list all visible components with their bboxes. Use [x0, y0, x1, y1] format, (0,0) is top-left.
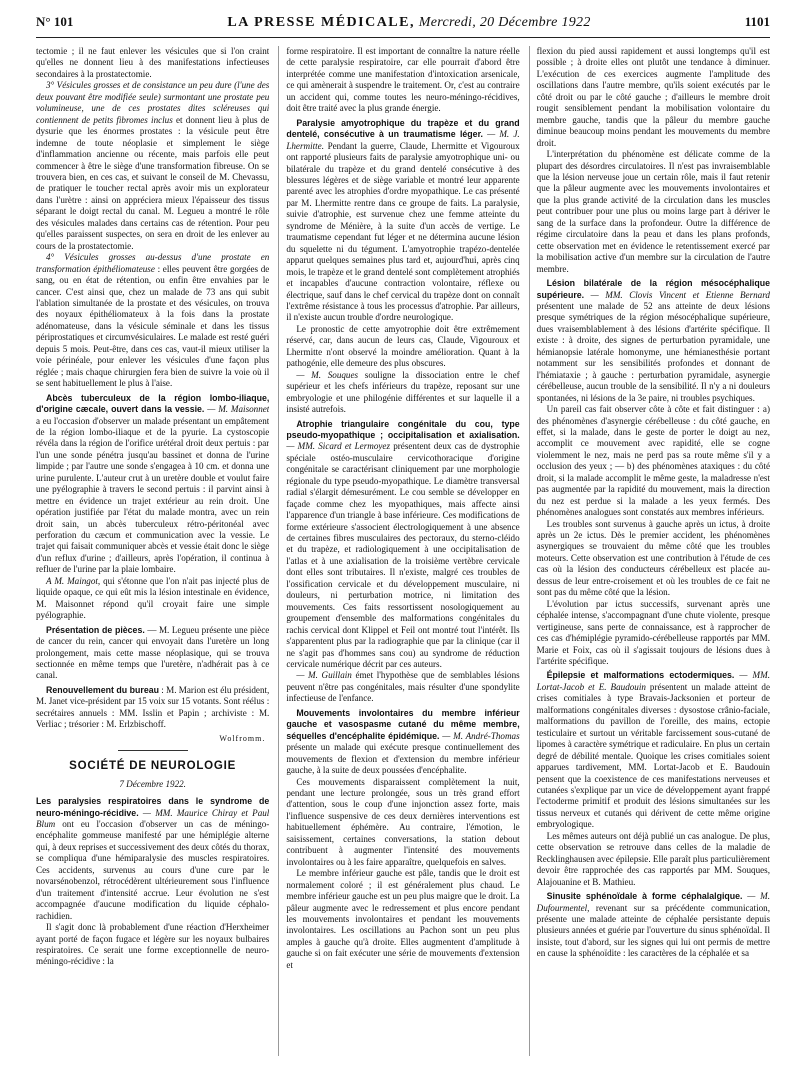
author-name: A M. Maingot,	[46, 575, 101, 586]
paragraph: Ces mouvements disparaissent complètement la nuit, pendant une lecture prolongée, sous un très grand effort d'attention, sous le coup d'une injonction assez forte, mais l'influence suspensive de ces deux dernières interventions est habituellement éphémère. Au contraire, l'émotion, le saisissement, certaines conversations, la station debout contribuent à augmenter l'intensité des mouvements involontaires ou à les faire apparaître, quelquefois en salves.	[286, 776, 520, 867]
paragraph-lead: 3° Vésicules grosses et de consistance un peu dure (l'une des deux pouvant être modifiée seule) surmontant une prostate peu volumineuse, une de ces prostates dites scléreuses qui contiennent de petits fibromes inclus	[36, 80, 270, 125]
issue-date: Mercredi, 20 Décembre 1922	[418, 15, 591, 30]
section-heading: Épilepsie et malformations ectodermiques.	[546, 670, 735, 681]
page-number: 1101	[744, 14, 770, 29]
paragraph: 4° Vésicules grosses au-dessus d'une prostate en transformation épithéliomateuse : elles peuvent être gorgées de sang, ou en état de rétention, ou enfin être envahies par le cancer. C'est ainsi que, chez un malade de 73 ans qui subit l'ablation simultanée de la prostate et des vésicules, on trouva des noyaux épithéliomateux à la fois dans la prostate adénomateuse, dans la vésicule séminale et dans les tissus périprostatiques et circumvésiculaires. Le malade est resté guéri depuis 5 mois. Peut-être, dans ces cas, vaut-il mieux utiliser la voie périnéale, pour enlever les vésicules d'une façon plus réglée ; mais chaque chirurgien fera bien de suivre la voie où il se sent habituellement le plus à l'aise.	[36, 252, 270, 389]
section-heading: Renouvellement du bureau	[46, 684, 159, 695]
paragraph: Sinusite sphénoïdale à forme céphalalgique. — M. Dufourmentel, revenant sur sa précédente communication, présente une malade atteinte de céphalée persistante depuis plusieurs années et guérie par l'ouverture du sinus sphénoïdal. Il insiste, tout d'abord, sur les signes qui lui ont permis de mettre en cause la sphénoïdite : les caractères de la céphalée et sa	[536, 891, 770, 959]
issue-number: N° 101	[36, 14, 74, 29]
paragraph: L'interprétation du phénomène est délicate comme de la plupart des désordres circulatoires. Il n'est pas invraisemblable que la lésion nerveuse joue un certain rôle, mais il faut retenir que la pâleur augmente avec les mouvements involontaires et que la plus grande activité de la circulation dans les muscles peut contribuer pour une plus ou moins large part à dériver le sang de la surface dans la profondeur. Outre la différence de régime circulatoire dans la peau et dans les plans profonds, cette observation met en évidence le retentissement exercé par la mobilisation active d'un membre sur la circulation de l'autre membre.	[536, 149, 770, 274]
paragraph: Mouvements involontaires du membre inférieur gauche et vasospasme cutané du même membre, séquelles d'encéphalite épidémique. — M. André-Thomas présente un malade qui exécute presque continuellement des mouvements de flexion et d'extension du membre inférieur gauche, à la suite de deux poussées d'encéphalite.	[286, 707, 520, 776]
paragraph: Le membre inférieur gauche est pâle, tandis que le droit est normalement coloré ; il est généralement plus chaud. Le membre inférieur gauche est un peu plus maigre que le droit. La pâleur augmente avec le redressement et plus encore pendant les mouvements involontaires et pendant les mouvements involontaires. Les oscillations au Pachon sont un peu plus amples à gauche qu'à droite. Elles augmentent d'amplitude à gauche si on fait exécuter une série de mouvements d'extension et	[286, 868, 520, 970]
paragraph: Abcès tuberculeux de la région lombo-iliaque, d'origine cæcale, ouvert dans la vessie. — M. Maisonnet a eu l'occasion d'observer un malade présentant un empâtement de la région lombo-iliaque et de la pyurie. La cystoscopie révéla dans la région de l'orifice urétéral droit deux pertuis : par l'un une sonde pénétra jusqu'au bassinet et donna de l'urine limpide ; par l'autre une sonde s'engagea à 10 cm. et donna une urine purulente. L'auteur crut à un uretère double et voulut faire une pyélographie à travers le second pertuis : il parvint ainsi à mettre en évidence un trajet extérieur au rein droit. Une opération justifiée par l'état du malade montra, avec un rein droit sain, un abcès tuberculeux rétro-péritonéal avec perforation du cæcum et communication avec la vessie. Le trajet qui faisait communiquer abcès et vessie était donc le siège d'un reflux d'urine ; d'ailleurs, après l'opération, il continua à refluer de l'urine par la plaie lombaire.	[36, 392, 270, 575]
paragraph: — M. Souques souligne la dissociation entre le chef supérieur et les chefs inférieurs du trapèze, reposant sur une embryologie et une philogénie différentes et sur laquelle il a insisté autrefois.	[286, 369, 520, 415]
paragraph-lead: 4° Vésicules grosses au-dessus d'une prostate en transformation épithéliomateuse	[36, 252, 270, 274]
masthead	[227, 15, 590, 31]
paragraph: 3° Vésicules grosses et de consistance un peu dure (l'une des deux pouvant être modifiée seule) surmontant une prostate peu volumineuse, une de ces prostates dites scléreuses qui contiennent de petits fibromes inclus et donnent lieu à plus de dysurie que les énormes prostates : la vésicule peut être indemne de toute néoplasie et simplement le siège d'inflammation ancienne ou récente, mais parfois elle peut commencer à être le siège d'une transformation fibreuse. On se trouvera bien, en ces cas, et suivant le conseil de M. Chevassu, de pratiquer le toucher rectal après avoir mis un explorateur dans l'urètre : ainsi on appréciera mieux l'épaisseur des tissus séparant le doigt rectal du canal. M. Legueu a montré le rôle des vésicules malades dans certains cas de rétention. Pour peu qu'elles paraissent suspectes, on sera en droit de les enlever au cours de la prostatectomie.	[36, 80, 270, 251]
signature: Wolfromm.	[219, 733, 266, 743]
society-date: 7 Décembre 1922.	[119, 778, 186, 789]
paragraph: L'évolution par ictus successifs, survenant après une céphalée intense, s'accompagnant d'une chute violente, presque vertigineuse, sans perte de connaissance, est à rapprocher de ces cas d'hémiplégie pyramido-cérébelleuse rapportés par MM. Marie et Foix, cas où il s'agissait toujours de lésions dues à l'artérite spécifique.	[536, 598, 770, 667]
paragraph: flexion du pied aussi rapidement et aussi longtemps qu'il est possible ; à droite elles ont plutôt une tendance à diminuer. L'exécution de ces exercices augmente l'amplitude des oscillations dans l'autre membre, qu'ils soient exécutés par le côté droit ou par le côté gauche ; d'ailleurs le membre droit rougit sensiblement pendant la mobilisation volontaire du membre gauche, tandis que la pâleur du membre gauche diminue beaucoup moins pendant les mouvements du membre droit.	[536, 46, 770, 148]
paragraph: Les paralysies respiratoires dans le syndrome de neuro-méningo-récidive. — MM. Maurice Chiray et Paul Blum ont eu l'occasion d'observer un cas de méningo-encéphalite gommeuse manifesté par une hémiplégie alterne qui, à deux reprises et successivement des deux côtés du thorax, se compliqua d'une hémiparalysie des muscles respiratoires. Ces accidents, survenus au cours d'une cure par le novarsénobenzol, rétrocédèrent ultérieurement sous l'influence d'un traitement d'intensité accrue. Leur évolution ne s'est accompagnée d'aucune modification du liquide céphalo-rachidien.	[36, 796, 270, 921]
section-heading: Sinusite sphénoïdale à forme céphalalgique.	[546, 891, 743, 902]
paragraph: Les troubles sont survenus à gauche après un ictus, à droite après un 2e ictus. Dès le premier accident, les phénomènes asynergiques se trouvaient du même côté que les troubles moteurs. Cette observation est une contribution à l'étude de ces cas où la lésion des conducteurs cérébelleux est placée au-dessus de leur entre-croisement et où les troubles de ce fait ne sont pas du même côté que la lésion.	[536, 518, 770, 598]
paragraph: Épilepsie et malformations ectodermiques. — MM. Lortat-Jacob et E. Baudouin présentent un malade atteint de crises comitiales à type Bravais-Jacksonien et porteur de malformations congénitales diverses : dysostose crânio-faciale, malformations du pavillon de l'oreille, des mains, ectopie testiculaire et surtout un véritable farcissement sous-cutané de lipomes à caractère symétrique et radiculaire. En plus un certain degré de débilité mentale. Quoique les crises comitiales soient apparues tardivement, MM. Lortat-Jacob et E. Baudouin pensent que la coexistence de ces manifestations nerveuses et cutanées s'explique par un vice de développement ayant frappé l'ectoderme primitif et produit des lésions simultanées sur les tissus nerveux et cutanés qui dérivent de cette même origine embryologique.	[536, 670, 770, 830]
author-name: — MM. Maurice Chiray et Paul Blum	[36, 807, 270, 829]
column-3	[529, 46, 770, 1056]
section-heading: Abcès tuberculeux de la région lombo-iliaque, d'origine cæcale, ouvert dans la vessie.	[36, 392, 270, 415]
section-heading: Atrophie triangulaire congénitale du cou, type pseudo-myopathique ; occipitalisation et axialisation.	[286, 418, 520, 440]
paragraph: forme respiratoire. Il est important de connaître la nature réelle de cette paralysie respiratoire, car elle pourrait d'abord être interprétée comme une manifestation d'intoxication arsenicale, ce qui amènerait à suspendre le traitement. Or, c'est au contraire un accident qui, comme toutes les neuro-méningo-récidives, doit être traité avec la plus grande énergie.	[286, 46, 520, 114]
society-title: SOCIÉTÉ DE NEUROLOGIE	[69, 760, 237, 773]
section-heading: Présentation de pièces.	[46, 624, 145, 635]
journal-title: LA PRESSE MÉDICALE,	[227, 15, 415, 30]
author-name: — M. André-Thomas	[439, 730, 520, 741]
author-name: — M. Guillain	[296, 670, 352, 681]
paragraph: Atrophie triangulaire congénitale du cou, type pseudo-myopathique ; occipitalisation et axialisation. — MM. Sicard et Lermoyez présentent deux cas de dystrophie spéciale ostéo-musculaire cervicothoracique d'origine congénitale se caractérisant cliniquement par une morphologie régionale du type pseudo-myopathique. Le diamètre transversal radial s'élargit démesurément. Le cou semble se développer en façade comme chez les myopathiques, mais affecte ainsi l'apparence d'un triangle à base inférieure. Ces modifications de forme extérieure s'associent électrologiquement à une absence de certaines fibres musculaires des pectoraux, du sterno-cléido et du trapèze, et radiologiquement à une occipitalisation de l'atlas et à une axialisation de la troisième vertèbre cervicale dont elles sont tributaires. Il n'existe, malgré ces troubles de l'ossification cervicale et du développement musculaire, ni douleurs, ni perturbation motrice, ni limitation des mouvements. Ces faits ressortissent nosologiquement au groupement d'ensemble des malformations congénitales du rachis cervical dont Klippel et Feil ont montré tout l'intérêt. Ils s'apparentent plus par la radiographie que par la clinique (car il ne s'agit pas d'hommes sans cou) au syndrome de réduction cervicale numérique décrit par ces auteurs.	[286, 418, 520, 670]
paragraph: Le pronostic de cette amyotrophie doit être extrêmement réservé, car, dans aucun de leurs cas, Claude, Vigouroux et Lhermitte n'ont observé la moindre amélioration. Quant à la pathogénie, elle demeure des plus obscures.	[286, 323, 520, 369]
paragraph: tectomie ; il ne faut enlever les vésicules que si l'on craint qu'elles ne donnent lieu à des manifestations infectieuses secondaires à la prostatectomie.	[36, 46, 270, 79]
section-heading: Mouvements involontaires du membre inférieur gauche et vasospasme cutané du même membre, séquelles d'encéphalite épidémique.	[286, 707, 520, 741]
author-name: — M. Souques	[296, 369, 359, 380]
paragraph: Renouvellement du bureau : M. Marion est élu président, M. Janet vice-président par 15 voix sur 15 votants. Sont réélus : secrétaires annuels : MM. Isslin et Papin ; archiviste : M. Verliac ; trésorier : M. Erlzbischoff.	[36, 684, 270, 730]
author-name: — MM. Lortat-Jacob et E. Baudouin	[536, 670, 770, 692]
column-2	[278, 46, 519, 1056]
paragraph: Il s'agit donc là probablement d'une réaction d'Herxheimer ayant porté de façon fugace et légère sur les noyaux bulbaires respiratoires. Ce serait une forme exceptionnelle de neuro-méningo-récidive : la	[36, 922, 270, 967]
text-columns	[36, 46, 770, 1056]
paragraph: Présentation de pièces. — M. Legueu présente une pièce de cancer du rein, cancer qui envoyait dans l'uretère un long prolongement, mais cette masse néoplasique, qui se trouva sectionnée en même temps que l'uretère, n'adhérait pas à ce canal.	[36, 624, 270, 681]
author-name: — M. Dufourmentel,	[536, 891, 770, 913]
author-name: — MM. Sicard et Lermoyez	[286, 441, 390, 452]
author-name: — M. J. Lhermitte.	[286, 129, 520, 151]
paragraph: Un pareil cas fait observer côte à côte et fait distinguer : a) des phénomènes d'asynergie cérébelleuse : du côté gauche, en effet, si la malade, dans le geste de porter le doigt au nez, accomplit ce mouvement avec rapidité, elle se cogne violemment le nez, mais ne perd pas sa route même s'il y a occlusion des yeux ; — b) des phénomènes ataxiques : du côté droit, si la malade accomplit le même geste, la maladresse n'est pas augmentée par la rapidité du mouvement, mais la direction du nez est perdue si la malade a les yeux fermés. Des phénomènes analogues sont constatés aux membres inférieurs.	[536, 404, 770, 518]
section-heading: Les paralysies respiratoires dans le syndrome de neuro-méningo-récidive.	[36, 796, 270, 818]
divider	[118, 750, 188, 751]
author-name: — M. Maisonnet	[204, 404, 270, 415]
paragraph: — M. Guillain émet l'hypothèse que de semblables lésions peuvent n'être pas congénitales, mais résulter d'une spondylite infectieuse de l'enfance.	[286, 670, 520, 704]
column-1	[36, 46, 269, 1056]
page-header	[36, 14, 770, 38]
section-heading: Lésion bilatérale de la région mésocéphalique supérieure.	[536, 278, 770, 300]
paragraph: Paralysie amyotrophique du trapèze et du grand dentelé, consécutive à un traumatisme léger. — M. J. Lhermitte. Pendant la guerre, Claude, Lhermitte et Vigouroux ont rapporté plusieurs faits de paralysie amyotrophique uni- ou bilatérale du trapèze et du grand dentelé consécutive à des blessures légères et de siège variable et montré leur apparente parenté avec les atrophies d'ordre myopathique. Le cas présenté par M. Lhermitte rentre dans ce groupe de faits. La paralysie, suivie d'atrophie, est survenue chez une femme atteinte du syndrome de Ménière, à la suite d'un accès de vertige. Le traumatisme cependant fut léger et ne détermina aucune lésion du squelette ni du tégument. L'amyotrophie trapézo-dentelée apparut quelques semaines plus tard et, aujourd'hui, après cinq mois, le trapèze et le grand dentelé sont complètement atrophiés et incapables d'aucune contraction volontaire, réflexe ou électrique, sauf dans le chef cervical du trapèze dont on connaît l'extrême résistance à tous les processus d'atrophie. Par ailleurs, il n'existe aucun trouble d'ordre neurologique.	[286, 117, 520, 323]
paragraph: A M. Maingot, qui s'étonne que l'on n'ait pas injecté plus de liquide opaque, ce qui eût mis la lésion intestinale en évidence, M. Maisonnet répond qu'il croyait faire une simple pyélographie.	[36, 575, 270, 621]
paragraph: Lésion bilatérale de la région mésocéphalique supérieure. — MM. Clovis Vincent et Etienne Bernard présentent une malade de 52 ans atteinte de deux lésions presque symétriques de la région mésocéphalique supérieure, dues vraisemblablement à des lésions d'artérite spécifique. Il existe : à droite, des signes de perturbation pyramidale, une hémianopsie latérale homonyme, une hémianesthésie portant notamment sur les sensibilités profondes et donnant de l'hémiataxie ; à gauche : perturbation pyramidale, asynergie cérébelleuse, aucun trouble de la sensibilité. Il n'y a ni douleurs spontanées, ni lésions de la 3e paire, ni troubles psychiques.	[536, 278, 770, 403]
section-heading: Paralysie amyotrophique du trapèze et du grand dentelé, consécutive à un traumatisme léger.	[286, 117, 520, 140]
author-name: — MM. Clovis Vincent et Etienne Bernard	[584, 289, 770, 300]
paragraph: Les mêmes auteurs ont déjà publié un cas analogue. De plus, cette observation se retrouve dans celles de la maladie de Recklinghausen avec épilepsie. Elle paraît plus particulièrement devoir être rapprochée des cas rapportés par MM. Souques, Alajouanine et B. Mathieu.	[536, 830, 770, 887]
